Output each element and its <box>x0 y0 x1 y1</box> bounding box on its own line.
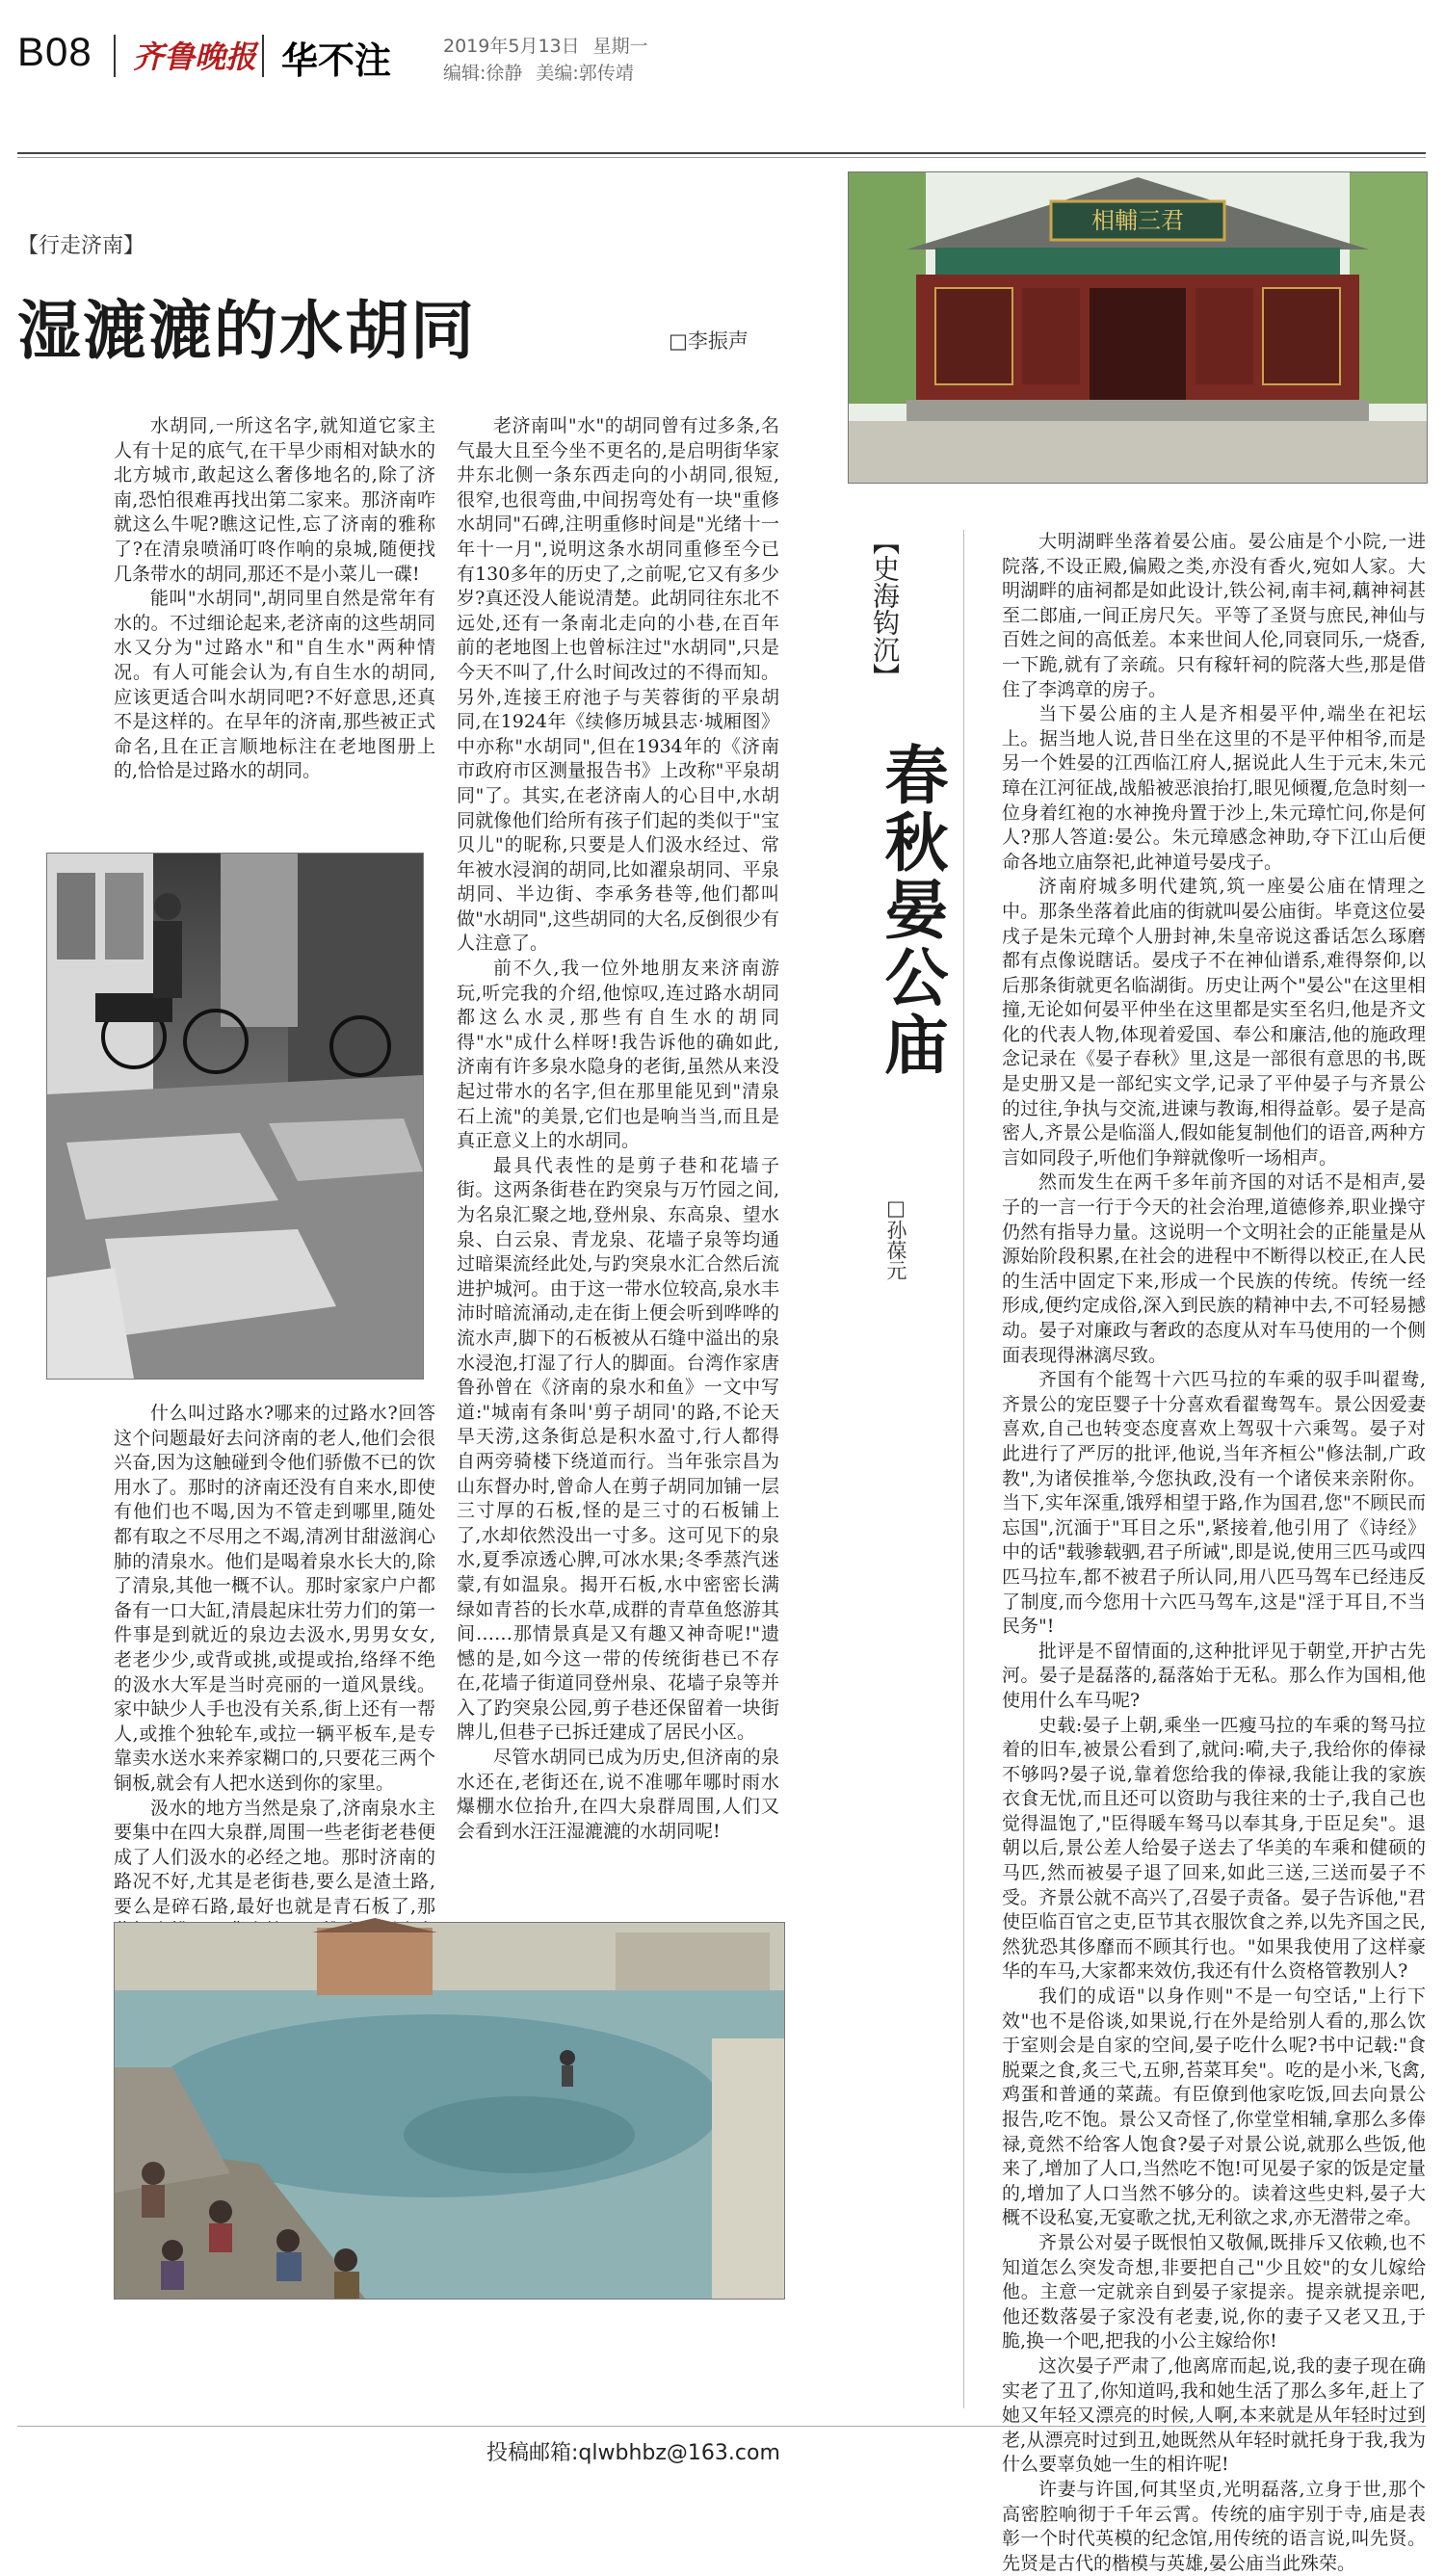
paragraph: 最具代表性的是剪子巷和花墙子街。这两条街巷在趵突泉与万竹园之间,为名泉汇聚之地,登州泉、东高泉、望水泉、白云泉、青龙泉、花墙子泉等均通过暗渠流经此处,与趵突泉水汇合然后流进护城河。由于这一带水位较高,泉水丰沛时暗流涌动,走在街上便会听到哗哗的流水声,脚下的石板被从石缝中溢出的泉水浸泡,打湿了行人的脚面。台湾作家唐鲁孙曾在《济南的泉水和鱼》一文中写道:"城南有条叫'剪子胡同'的路,不论天旱天涝,这条街总是积水盈寸,行人都得自两旁骑楼下绕道而行。当年张宗昌为山东督办时,曾命人在剪子胡同加铺一层三寸厚的石板,怪的是三寸的石板铺上了,水却依然没出一寸多。这可见下的泉水,夏季凉透心脾,可冰水果;冬季蒸汽迷蒙,有如温泉。揭开石板,水中密密长满绿如青苔的长水草,成群的青草鱼悠游其间……那情景真是又有趣又神奇呢!"遗憾的是,如今这一带的传统街巷已不存在,花墙子街道同登州泉、花墙子泉等并入了趵突泉公园,剪子巷还保留着一块街牌儿,但巷子已拆迁建成了居民小区。 <box>457 1154 779 1744</box>
paragraph: 水胡同,一所这名字,就知道它家主人有十足的底气,在干旱少雨相对缺水的北方城市,敢起这么奢侈地名的,除了济南,恐怕很难再找出第二家来。那济南咋就这么牛呢?瞧这记性,忘了济南的雅称了?在清泉喷涌叮咚作响的泉城,随便找几条带水的胡同,那还不是小菜儿一碟! <box>114 415 435 585</box>
right-article-body <box>1002 530 1426 2574</box>
paragraph: 什么叫过路水?哪来的过路水?回答这个问题最好去问济南的老人,他们会很兴奋,因为这触碰到令他们骄傲不已的饮用水了。那时的济南还没有自来水,即使有他们也不喝,因为不管走到哪里,随处都有取之不尽用之不竭,清冽甘甜滋润心肺的清泉水。他们是喝着泉水长大的,除了清泉,其他一概不认。那时家家户户都备有一口大缸,清晨起床壮劳力们的第一件事是到就近的泉边去汲水,男男女女,老老少少,或背或挑,或提或抬,络绎不绝的汲水大军是当时亮丽的一道风景线。家中缺少人手也没有关系,街上还有一帮人,或推个独轮车,或拉一辆平板车,是专靠卖水送水来养家糊口的,只要花三两个铜板,就会有人把水送到你的家里。 <box>114 1403 435 1794</box>
paragraph: 济南府城多明代建筑,筑一座晏公庙在情理之中。那条坐落着此庙的街就叫晏公庙街。毕竟这位晏戌子是朱元璋个人册封神,朱皇帝说这番话怎么琢磨都有点像说瞎话。晏戌子不在神仙谱系,难得祭仰,以后那条街就更名临湖街。历史让两个"晏公"在这里相撞,无论如何晏平仲坐在这里都是实至名归,他是齐文化的代表人物,体现着爱国、奉公和廉洁,他的施政理念记录在《晏子春秋》里,这是一部很有意思的书,既是史册又是一部纪实文学,记录了平仲晏子与齐景公的过往,争执与交流,进谏与教诲,相得益彰。晏子是高密人,齐景公是临淄人,假如能复制他们的语音,两种方言如同段子,听他们争辩就像听一场相声。 <box>1002 876 1426 1169</box>
masthead-divider <box>114 35 116 77</box>
right-article-title: 春秋晏公庙 <box>874 742 948 1079</box>
paragraph: 齐景公对晏子既恨怕又敬佩,既排斥又依赖,也不知道怎么突发奇想,非要把自己"少且姣"的女儿嫁给他。主意一定就亲自到晏子家提亲。提亲就提亲吧,他还数落晏子家没有老妻,说,你的妻子又老又丑,于脆,换一个吧,把我的小公主嫁给你! <box>1002 2231 1426 2353</box>
photo-spring-washing-image <box>115 1923 784 2299</box>
left-article-kicker: 【行走济南】 <box>17 234 145 258</box>
paragraph: 尽管水胡同已成为历史,但济南的泉水还在,老街还在,说不准哪年哪时雨水爆棚水位抬升,在四大泉群周围,人们又会看到水汪汪湿漉漉的水胡同呢! <box>457 1747 779 1842</box>
header-rule <box>17 152 1426 154</box>
masthead-divider <box>262 35 264 77</box>
designer-credit: 美编:郭传靖 <box>536 63 634 84</box>
photo-yangong-temple-image <box>849 172 1427 483</box>
issue-weekday: 星期一 <box>592 36 648 57</box>
photo-spring-washing <box>114 1922 785 2300</box>
paragraph: 批评是不留情面的,这种批评见于朝堂,开护古先河。晏子是磊落的,磊落始于无私。那么作为国相,他使用什么车马呢? <box>1002 1640 1426 1711</box>
paragraph: 当下晏公庙的主人是齐相晏平仲,端坐在祀坛上。据当地人说,昔日坐在这里的不是平仲相爷,而是另一个姓晏的江西临江府人,据说此人生于元末,朱元璋在江河征战,战船被恶浪抬打,眼见倾覆,危急时刻一位身着红袍的水神挽舟置于沙上,朱元璋忙问,你是何人?那人答道:晏公。朱元璋感念神助,夺下江山后便命各地立庙祭祀,此神道号晏戌子。 <box>1002 703 1426 873</box>
contribution-email: 投稿邮箱:qlwbhbz@163.com <box>486 2441 780 2465</box>
issue-date: 2019年5月13日 <box>443 36 580 57</box>
right-article-kicker: 【史海钩沉】 <box>869 528 901 690</box>
photo-yangong-temple <box>848 171 1428 484</box>
paper-name: 齐鲁晚报 <box>133 39 257 75</box>
footer-rule <box>17 2426 1426 2427</box>
left-article-column-2 <box>457 414 779 1893</box>
paragraph: 老济南叫"水"的胡同曾有过多条,名气最大且至今坐不更名的,是启明街华家井东北侧一条东西走向的小胡同,很短,很窄,也很弯曲,中间拐弯处有一块"重修水胡同"石碑,注明重修时间是"光绪十一年十一月",说明这条水胡同重修至今已有130多年的历史了,之前呢,它又有多少岁?真还没人能说清楚。此胡同往东北不远处,还有一条南北走向的小巷,在百年前的老地图上也曾标注过"水胡同",只是今天不叫了,什么时间改过的不得而知。另外,连接王府池子与芙蓉街的平泉胡同,在1924年《续修历城县志·城厢图》中亦称"水胡同",但在1934年的《济南市政府市区测量报告书》上改称"平泉胡同"了。其实,在老济南人的心目中,水胡同就像他们给所有孩子们起的类似于"宝贝儿"的昵称,只要是人们汲水经过、常年被水浸润的胡同,比如濯泉胡同、平泉胡同、半边街、李承务巷等,他们都叫做"水胡同",这些胡同的大名,反倒很少有人注意了。 <box>457 415 779 955</box>
left-article-author: □李振声 <box>669 329 749 353</box>
right-article-author: □孙葆元 <box>884 1196 907 1280</box>
paragraph: 大明湖畔坐落着晏公庙。晏公庙是个小院,一进院落,不设正殿,偏殿之类,亦没有香火,宛如人家。大明湖畔的庙祠都是如此设计,铁公祠,南丰祠,藕神祠甚至二郎庙,一间正房尺矢。平等了圣贤与庶民,神仙与百姓之间的高低差。本来世间人伦,同衰同乐,一烧香,一下跪,就有了亲疏。只有稼轩祠的院落大些,那是借住了李鸿章的房子。 <box>1002 531 1426 700</box>
paragraph: 然而发生在两千多年前齐国的对话不是相声,晏子的一言一行于今天的社会治理,道德修养,职业操守仍然有指导力量。这说明一个文明社会的正能量是从源始阶段积累,在社会的进程中不断得以校正,在人民的生活中固定下来,形成一个民族的传统。传统一经形成,便约定成俗,深入到民族的精神中去,不可轻易撼动。晏子对廉政与奢政的态度从对车马使用的一个侧面表现得淋漓尽致。 <box>1002 1171 1426 1366</box>
header-rule <box>17 157 1426 158</box>
paragraph: 齐国有个能驾十六匹马拉的车乘的驭手叫翟鸯,齐景公的宠臣婴子十分喜欢看翟鸯驾车。景公因爱妻喜欢,自己也转变态度喜欢上驾驭十六乘驾。晏子对此进行了严厉的批评,他说,当年齐桓公"修法制,广政教",为诸侯推举,今您执政,没有一个诸侯来亲附你。当下,实年深重,饿殍相望于路,作为国君,您"不顾民而忘国",沉湎于"耳目之乐",紧接着,他引用了《诗经》中的话"载骖载驷,君子所诫",即是说,使用三匹马或四匹马拉车,都不被君子所认同,用八匹马驾车已经违反了制度,而今您用十六匹马驾车,这是"淫于耳目,不当民务"! <box>1002 1369 1426 1638</box>
column-divider <box>963 530 964 2408</box>
paragraph: 史载:晏子上朝,乘坐一匹瘦马拉的车乘的驽马拉着的旧车,被景公看到了,就问:嗬,夫子,我给你的俸禄不够吗?晏子说,靠着您给我的俸禄,我能让我的家族衣食无忧,而且还可以资助与我往来的士子,我自己也觉得温饱了,"臣得暖车驽马以奉其身,于臣足矣"。退朝以后,景公差人给晏子送去了华美的车乘和健硕的马匹,然而被晏子退了回来,如此三送,三送而晏子不受。齐景公就不高兴了,召晏子责备。晏子告诉他,"君使臣临百官之吏,臣节其衣服饮食之养,以先齐国之民,然犹恐其侈靡而不顾其行也。"如果我使用了这样豪华的车马,大家都来效仿,我还有什么资格管教别人? <box>1002 1714 1426 1983</box>
paragraph: 汲水的地方当然是泉了,济南泉水主要集中在四大泉群,周围一些老街老巷便成了人们汲水的必经之地。那时济南的路况不好,尤其是老街巷,要么是渣土路,要么是碎石路,最好也就是青石板了,那 <box>114 1797 435 1917</box>
issue-meta <box>443 33 662 87</box>
temple-sign-text: 相輔三君 <box>1091 207 1184 234</box>
section-name: 华不注 <box>281 39 392 82</box>
photo-alley-cyclist-image <box>47 854 423 1379</box>
editor-credit: 编辑:徐静 <box>443 63 523 84</box>
paragraph: 这次晏子严肃了,他离席而起,说,我的妻子现在确实老了丑了,你知道吗,我和她生活了那么多年,赶上了她又年轻又漂亮的时候,人啊,本来就是从年轻时过到老,从漂亮时过到丑,她既然从年轻时就托身于我,我为什么要辜负她一生的相许呢! <box>1002 2354 1426 2476</box>
left-article-title: 湿漉漉的水胡同 <box>17 294 476 368</box>
left-article-column-1 <box>114 414 435 838</box>
page-number: B08 <box>17 29 92 74</box>
left-article-column-1-continued <box>114 1402 435 1917</box>
paragraph: 前不久,我一位外地朋友来济南游玩,听完我的介绍,他惊叹,连过路水胡同都这么水灵,那些有自生水的胡同得"水"成什么样呀!我告诉他的确如此,济南有许多泉水隐身的老街,虽然从来没起过带水的名字,但在那里能见到"清泉石上流"的美景,它们也是响当当,而且是真正意义上的水胡同。 <box>457 958 779 1152</box>
paragraph: 许妻与许国,何其坚贞,光明磊落,立身于世,那个高密腔响彻于千年云霄。传统的庙宇别于寺,庙是表彰一个时代英模的纪念馆,用传统的语言说,叫先贤。先贤是古代的楷模与英雄,晏公庙当此殊荣。 <box>1002 2478 1426 2574</box>
photo-alley-cyclist <box>46 853 424 1380</box>
paragraph: 我们的成语"以身作则"不是一句空话,"上行下效"也不是俗谈,如果说,行在外是给别人看的,那么饮于室则会是自家的空间,晏子吃什么呢?书中记载:"食脱粟之食,炙三弋,五卵,苔菜耳矣"。吃的是小米,飞禽,鸡蛋和普通的菜蔬。有臣僚到他家吃饭,回去向景公报告,吃不饱。景公又奇怪了,你堂堂相辅,拿那么多俸禄,竟然不给客人饱食?晏子对景公说,就那么些饭,他来了,增加了人口,当然吃不饱!可见晏子家的饭是定量的,增加了人口当然不够分的。读着这些史料,晏子大概不设私宴,无宴歌之扰,无利欲之求,亦无潜带之牵。 <box>1002 1985 1426 2229</box>
paragraph: 能叫"水胡同",胡同里自然是常年有水的。不过细论起来,老济南的这些胡同水又分为"过路水"和"自生水"两种情况。有人可能会认为,有自生水的胡同,应该更适合叫水胡同吧?不好意思,还真不是这样的。在早年的济南,那些被正式命名,且在正言顺地标注在老地图册上的,恰恰是过路水的胡同。 <box>114 588 435 782</box>
